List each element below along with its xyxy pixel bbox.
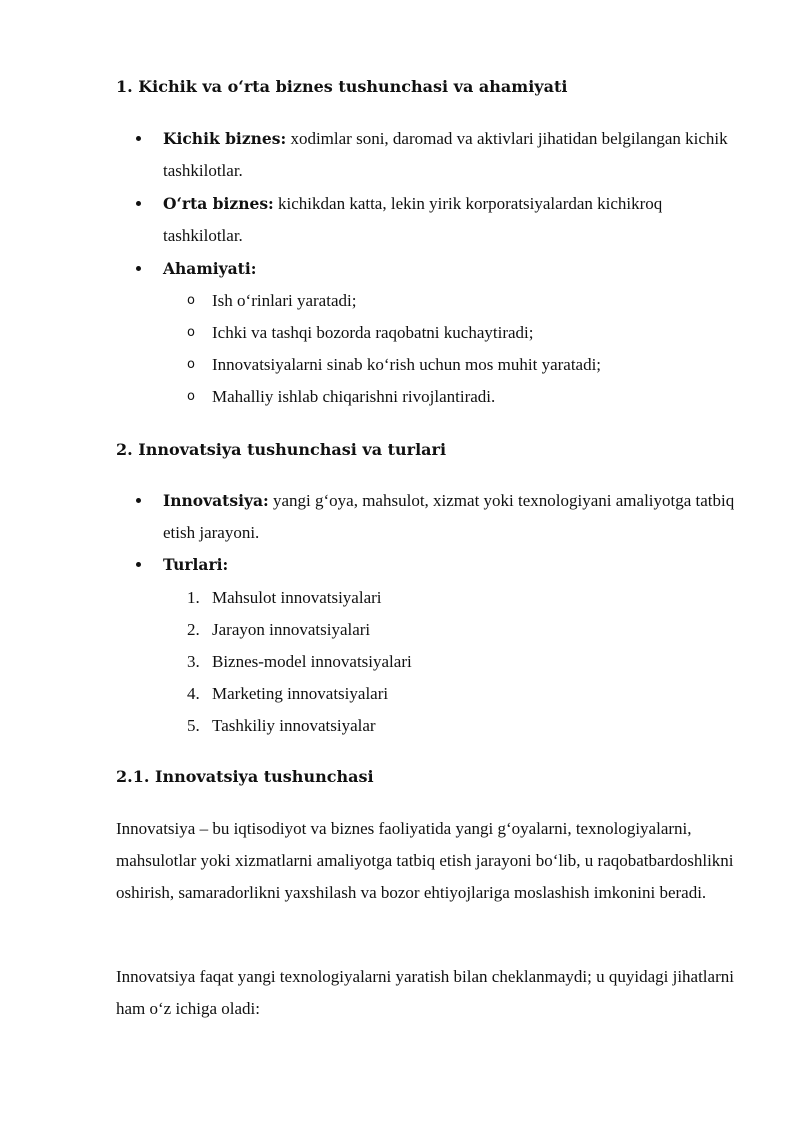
numbered-item-text: Tashkiliy innovatsiyalar: [212, 716, 376, 735]
list-number: 2.: [187, 620, 200, 639]
circle-bullet-icon: o: [187, 389, 195, 404]
numbered-item-text: Mahsulot innovatsiyalari: [212, 588, 382, 607]
numbered-item-text: Biznes-model innovatsiyalari: [212, 652, 412, 671]
bullet-term: Kichik biznes:: [163, 129, 287, 148]
bullet-description: kichikdan katta, lekin yirik korporatsiyalardan kichikroq tashkilotlar.: [163, 194, 663, 245]
sub-item-text: Mahalliy ishlab chiqarishni rivojlantiradi.: [212, 387, 496, 406]
numbered-list-item: [187, 582, 747, 614]
numbered-item-text: Marketing innovatsiyalari: [212, 684, 389, 703]
bullet-term: O‘rta biznes:: [163, 194, 274, 213]
bullet-term: Turlari:: [163, 555, 229, 574]
bullet-term: Ahamiyati:: [163, 259, 257, 278]
numbered-list-item: [187, 646, 747, 678]
list-number: 5.: [187, 716, 200, 735]
numbered-list-item: [187, 678, 747, 710]
bullet-term: Innovatsiya:: [163, 491, 269, 510]
list-number: 4.: [187, 684, 200, 703]
bullet-icon: [136, 498, 141, 503]
bullet-icon: [136, 562, 141, 567]
section-1-heading: 1. Kichik va o‘rta biznes tushunchasi va ahamiyati: [116, 77, 568, 96]
sub-item-text: Innovatsiyalarni sinab ko‘rish uchun mos muhit yaratadi;: [212, 355, 602, 374]
numbered-list-item: [187, 614, 747, 646]
numbered-item-text: Jarayon innovatsiyalari: [212, 620, 371, 639]
sub-list-item: [187, 349, 747, 381]
sub-list-item: [187, 381, 747, 413]
sub-list-item: [187, 317, 747, 349]
circle-bullet-icon: o: [187, 357, 195, 372]
paragraph: Innovatsiya – bu iqtisodiyot va biznes faoliyatida yangi g‘oyalarni, texnologiyalarni, mahsulotlar yoki xizmatlarni amaliyotga tatbiq etish jarayoni bo‘lib, u raqobatbardoshlikni oshirish, samaradorlikni yaxshilash va bozor ehtiyojlariga moslashish imkonini beradi.: [116, 819, 734, 902]
sub-item-text: Ichki va tashqi bozorda raqobatni kuchaytiradi;: [212, 323, 534, 342]
circle-bullet-icon: o: [187, 325, 195, 340]
section-2-heading: 2. Innovatsiya tushunchasi va turlari: [116, 440, 447, 459]
bullet-description: xodimlar soni, daromad va aktivlari jihatidan belgilangan kichik tashkilotlar.: [163, 129, 728, 180]
bullet-description: yangi g‘oya, mahsulot, xizmat yoki texnologiyani amaliyotga tatbiq etish jarayoni.: [163, 491, 735, 542]
bullet-icon: [136, 266, 141, 271]
numbered-list-item: [187, 710, 747, 742]
section-2-1-heading: 2.1. Innovatsiya tushunchasi: [116, 767, 374, 786]
sub-list-item: [187, 285, 747, 317]
circle-bullet-icon: o: [187, 293, 195, 308]
list-number: 1.: [187, 588, 200, 607]
bullet-icon: [136, 201, 141, 206]
bullet-icon: [136, 136, 141, 141]
sub-item-text: Ish o‘rinlari yaratadi;: [212, 291, 357, 310]
paragraph: Innovatsiya faqat yangi texnologiyalarni yaratish bilan cheklanmaydi; u quyidagi jihatlarni ham o‘z ichiga oladi:: [116, 967, 734, 1018]
list-number: 3.: [187, 652, 200, 671]
